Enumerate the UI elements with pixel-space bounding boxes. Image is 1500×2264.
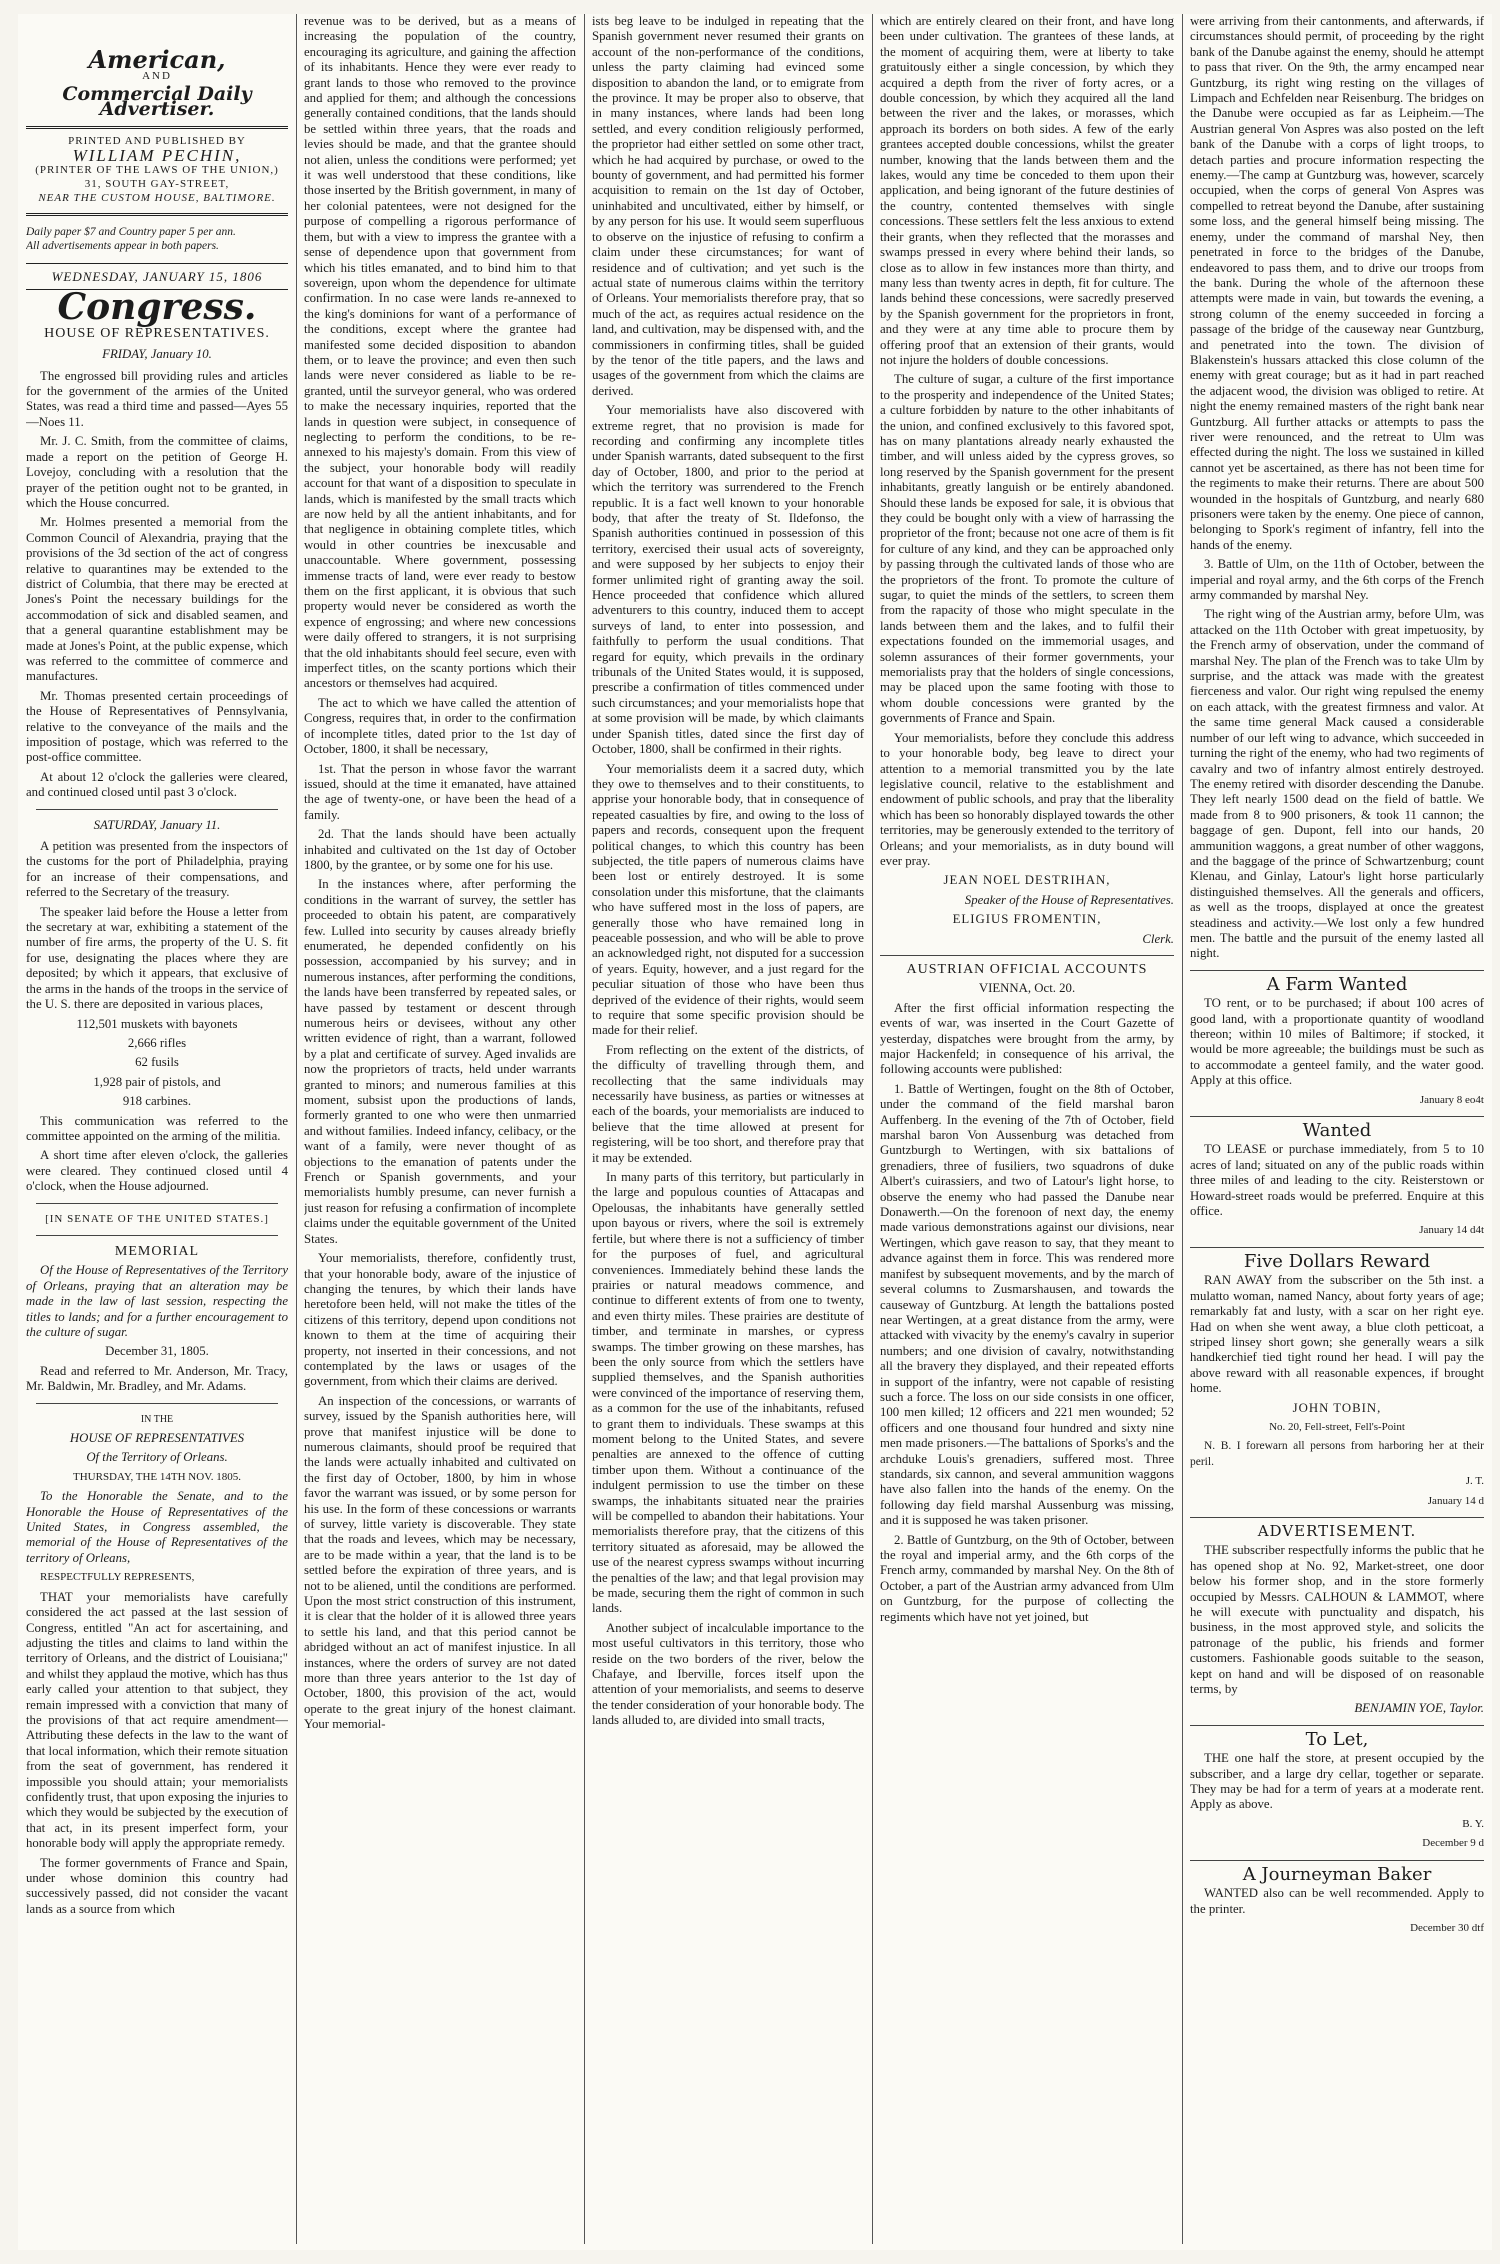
paragraph: The engrossed bill providing rules and articles for the government of the armies of the United States, was read a third time and passed—Ayes 55—Noes 11.: [26, 368, 288, 429]
advertisement-reward: [1190, 1247, 1484, 1509]
printed-by: PRINTED AND PUBLISHED BY: [68, 134, 246, 147]
signature-name: ELIGIUS FROMENTIN,: [952, 912, 1102, 927]
paragraph: THAT your memorialists have carefully considered the act passed at the last session of Congress, entitled "An act for ascertaining, and adjusting the titles and claims to land within the territory of Orleans, and the district of Louisiana;" and whilst they applaud the motive, which has thus early called your attention to that subject, they remain impressed with a conviction that many of the provisions of that act require amendment—Attributing these defects in the law to the want of that local information, which their remote situation from the seat of government, has rendered it impossible you should attain; your memorialists confidently trust, that upon exposing the injuries to which they would be subjected by the execution of that act, in its present imperfect form, your honorable body will apply the appropriate remedy.: [26, 1589, 288, 1851]
publisher-address: 31, SOUTH GAY-STREET,: [84, 178, 230, 191]
dateline: FRIDAY, January 10.: [102, 347, 212, 362]
divider: [36, 809, 278, 810]
paragraph: The former governments of France and Spain, under whose dominion this country had successively passed, did not consider the vacant lands as a source from which: [26, 1855, 288, 1916]
section-subheading: HOUSE OF REPRESENTATIVES.: [44, 325, 270, 341]
printer-note: (PRINTER OF THE LAWS OF THE UNION,): [35, 164, 279, 177]
paragraph: 3. Battle of Ulm, on the 11th of October, between the imperial and royal army, and the 6th corps of the French army commanded by marshal Ney.: [1190, 557, 1484, 603]
ad-signature: JOHN TOBIN,: [1292, 1400, 1382, 1415]
terms-line: Daily paper $7 and Country paper 5 per ann.: [26, 226, 236, 239]
ad-text: WANTED also can be well recommended. Apply to the printer.: [1190, 1886, 1484, 1916]
section-heading-congress: Congress.: [57, 286, 257, 329]
ad-initials: J. T.: [1465, 1475, 1484, 1488]
column-rule: [296, 14, 297, 2244]
paragraph: Your memorialists, before they conclude this address to your honorable body, beg leave to direct your attention to a memorial transmitted you by the late legislative council, relative to the establishment and endowment of public schools, and pray that the liberality which has been so honorably displayed towards the other territories, may be generously extended to the territory of Orleans; and your memorialists, as in duty bound will ever pray.: [880, 730, 1174, 868]
address-to-senate: To the Honorable the Senate, and to the Honorable the House of Representatives of the United States, in Congress assembled, the memorial of the House of Representatives of the territory of Orleans,: [26, 1489, 288, 1565]
paragraph: Your memorialists deem it a sacred duty, which they owe to themselves and to their constituents, to apprise your honorable body, that in consequence of repeated casualties by fire, and owing to the loss of papers and records, consequent upon the frequent political changes, to which this country has been subjected, the title papers of numerous claims have been lost or entirely destroyed. It is some consolation under this misfortune, that the claimants who have suffered most in the loss of papers, are generally those who have remained long in peaceable possession, and who will be able to prove an acknowledged right, not disputed for a succession of years. Equity, however, and a just regard for the peculiar situation of those who have been thus deprived of the evidence of their rights, would seem to require that some specific provision should be made for their relief.: [592, 761, 864, 1038]
signature-title: Speaker of the House of Representatives.: [964, 892, 1174, 907]
advertisement-tailor: [1190, 1517, 1484, 1717]
paragraph: 1. Battle of Wertingen, fought on the 8th of October, under the command of the field marshal baron Auffenberg. In the evening of the 7th of October, field marshal baron Von Aussenburg was detached from Guntzburgh to Wertingen, with six battalions of grenadiers, three of fusiliers, two squadrons of duke Albert's cuirassiers, and two of Latour's light horse, to observe the enemy who had passed the Danube near Donawerth.—On the forenoon of next day, the enemy made various demonstrations against our divisions, near Wertingen, which gave reason to say, that they meant to advance against them in force. This was rendered more manifest by subsequent movements, and by the march of several columns to Zusmarshausen, and towards the causeway of Guntzburg. At length the battalions posted near Wertingen, at a great distance from the army, were attacked with vivacity by the enemy's cavalry in superior numbers; and one division of cavalry, notwithstanding all the bravery they displayed, and their repeated efforts in support of the infantry, were not capable of resisting such a force. The loss on our side consists in one officer, 100 men killed; 12 officers and 221 men wounded; 52 officers and one thousand four hundred and sixty nine men made prisoners.—The battalions of Sporks's and the archduke Louis's grenadiers, suffered most. Three standards, six cannon, and several ammunition waggons have also fallen into the hands of the enemy. On the following day field marshal Aussenburg was missing, and it is supposed he was taken prisoner.: [880, 1081, 1174, 1528]
ad-title: To Let,: [1305, 1728, 1369, 1750]
arms-list-item: 1,928 pair of pistols, and: [93, 1074, 221, 1089]
column-4: [880, 14, 1174, 2234]
paragraph: ists beg leave to be indulged in repeating that the Spanish government never resumed their grants on account of the non-performance of the conditions, unless the party claiming had evinced some disposition to abandon the land, or to emigrate from the province. It may be proper also to observe, that in many instances, where lands had been long settled, and every condition religiously performed, the proprietor had either settled on some other tract, which he had acquired by purchase, or owed to the bounty of government, and had permitted his former acquisition to remain on the 1st day of October, uninhabited and uncultivated, either by himself, or by any person for his use. It would seem superfluous to observe on the injustice of refusing to confirm a claim under these circumstances; for want of residence and of cultivation; and yet such is the actual state of numerous claims within the territory of Orleans. Your memorialists therefore pray, that so much of the act, as requires actual residence on the land, and cultivation, may be dispensed with, and the commissioners in confirming titles, shall be guided by the tenor of the title papers, and the laws and usages of the government from which the claims are derived.: [592, 14, 864, 398]
paragraph: Another subject of incalculable importance to the most useful cultivators in this territory, those who reside on the two borders of the river, below the Chafaye, and Iberville, forces itself upon the attention of your memorialists, and seems to deserve the tender consideration of your honorable body. The lands alluded to, are divided into small tracts,: [592, 1620, 864, 1728]
paragraph: Mr. J. C. Smith, from the committee of claims, made a report on the petition of George H. Lovejoy, concluding with a resolution that the prayer of the petition ought not to be granted, in which the House concurred.: [26, 434, 288, 510]
paragraph: which are entirely cleared on their front, and have long been under cultivation. The grantees of these lands, at the moment of acquiring them, were at liberty to take gratuitously either a single concession, by which they acquired a depth from the river of forty acres, or a double concession, by which they acquired all the land between the river and the lakes, or morasses, which approach its borders on both sides. A few of the early grantees accepted double concessions, whilst the greater number, knowing that the lands between them and the lakes, would any time be conceded to them upon their application, and being ignorant of the future destinies of the country, contented themselves with single concessions. These settlers felt the less anxious to extend their grants, when they reflected that the morasses and swamps pressed in every where behind their lands, so close as to allow in few instances more than thirty, and many less than twenty acres in depth, fit for culture. The lands behind these concessions, were sacredly preserved by the Spanish government for the proprietors in front, and they were at any time able to procure them by offering proof that an extension of their grants, would not injure the holders of double concessions.: [880, 14, 1174, 367]
ad-date: January 14 d4t: [1419, 1224, 1484, 1237]
issue-date: WEDNESDAY, JANUARY 15, 1806: [26, 263, 288, 290]
ad-title: Wanted: [1302, 1120, 1372, 1142]
paragraph: In many parts of this territory, but particularly in the large and populous counties of Attacapas and Opelousas, the inhabitants have generally settled upon bayous or rivers, where the soil is extremely fertile, but where there is not a sufficiency of timber for the purposes of fuel, and agricultural conveniences. Immediately behind these lands the prairies or natural meadows commence, and continue to different extents of from one to twenty, and even thirty miles. These prairies are destitute of timber, and terminate in marshes, or cypress swamps. The timber growing on these marshes, has been the only source from which the settlers have supplied themselves, and the Spanish authorities were convinced of the importance of reserving them, as a common for the use of the inhabitants, refused to grant them to individuals. These swamps at this moment belong to the United States, and severe penalties are annexed to the offence of cutting timber upon them. Without a continuance of the indulgent permission to use the timber on these swamps, the inhabitants situated near the prairies will be compelled to abandon their habitations. Your memorialists therefore pray, that the citizens of this territory situated as aforesaid, may be allowed the use of the nearest cypress swamps without incurring the penalties of the law; and that legal provision may be made, securing them the right of common in such lands.: [592, 1170, 864, 1616]
paragraph: The culture of sugar, a culture of the first importance to the prosperity and independence of the United States; a culture forbidden by nature to the other inhabitants of the union, and confined exclusively to this favored spot, has on many plantations already nearly exhausted the timber, and will unless aided by the cypress groves, so long reserved by the Spanish government for the present inhabitants, greatly languish or be entirely abandoned. Should these lands be exposed for sale, it is obvious that they could be bought only with a view of harrassing the proprietor of the front; because not one acre of them is fit for culture of any kind, and they can be approached only by passing through the cultivated lands of those who are the proprietors of the front. To promote the culture of sugar, to quiet the minds of the settlers, to screen them from the rapacity of those who might speculate in the lands between them and the lakes, and to fulfil their expectations founded on the immemorial usages, and solemn assurances of their former governments, your memorialists pray that the holders of single concessions, may be placed upon the same footing with those to whom double concessions were granted by the governments of France and Spain.: [880, 372, 1174, 726]
column-rule: [584, 14, 585, 2244]
signature-name: JEAN NOEL DESTRIHAN,: [943, 873, 1111, 888]
orleans-house-heading: HOUSE OF REPRESENTATIVES: [69, 1431, 245, 1446]
arms-list-item: 918 carbines.: [122, 1094, 192, 1109]
dateline: VIENNA, Oct. 20.: [978, 981, 1076, 996]
masthead-divider: [26, 213, 288, 216]
masthead-and: AND: [142, 70, 172, 83]
signature-title: Clerk.: [1142, 931, 1174, 946]
paragraph: In the instances where, after performing the conditions in the warrant of survey, the settler has proceeded to obtain his patent, are comparatively few. Lulled into security by causes already briefly enumerated, he depended confidently on his possession, accompanied by his survey; and in numerous instances, after performing the conditions, the lands have been transferred by repeated sales, or have passed by testament or descent through numerous heirs or devisees, without any other written evidence of right, than a warrant, followed by a plat and certificate of survey. Aged invalids are now the proprietors of tracts, held under warrants granted to minors; and numerous families at this moment, subsist upon the productions of lands, formerly granted to one who were then unmarried and without families. Indeed infancy, celibacy, or the want of a family, were never thought of as objections to the emanation of patents under the French or Spanish governments, and your memorialists humbly presume, can never furnish a just reason for refusing a confirmation of incomplete claims under the equitable government of the United States.: [304, 877, 576, 1246]
memorial-heading: MEMORIAL: [114, 1243, 200, 1259]
ad-date: December 9 d: [1422, 1837, 1484, 1850]
paragraph: Mr. Thomas presented certain proceedings of the House of Representatives of Pennsylvania, relative to the conveyance of the mails and the imposition of postage, which was referred to the post-office committee.: [26, 688, 288, 765]
paragraph: A short time after eleven o'clock, the galleries were cleared. They continued closed until 4 o'clock, when the House adjourned.: [26, 1148, 288, 1194]
masthead-title: American,: [88, 45, 226, 74]
paragraph: From reflecting on the extent of the districts, of the difficulty of travelling through them, and recollecting that the same individuals may necessarily have business, as parties or witnesses at each of the boards, your memorialists are induced to believe that the time allowed at present for registering, will be too short, and therefore pray that it may be extended.: [592, 1042, 864, 1165]
ad-text: RAN AWAY from the subscriber on the 5th inst. a mulatto woman, named Nancy, about forty years of age; remarkably fat and lusty, with a scar on her right eye. Had on when she went away, a blue cloth petticoat, a striped linsey short gown; she generally wears a silk handkerchief tied tight round her head. I will pay the above reward with all reasonable expences, if brought home.: [1190, 1273, 1484, 1396]
ad-date: January 8 eo4t: [1419, 1093, 1484, 1106]
arms-list-item: 112,501 muskets with bayonets: [76, 1016, 238, 1031]
column-rule: [1182, 14, 1183, 2244]
paragraph: This communication was referred to the committee appointed on the arming of the militia.: [26, 1113, 288, 1143]
paragraph: 2d. That the lands should have been actually inhabited and cultivated on the 1st day of October 1800, by the grantee, or by some one for his use.: [304, 827, 576, 872]
ad-text: THE subscriber respectfully informs the public that he has opened shop at No. 92, Market-street, one door below his former shop, and in the store formerly occupied by Messrs. CALHOUN & LAMMOT, where he will execute with punctuality and dispatch, his business, in the most approved style, and solicits the patronage of the public, his friends and former customers. Fashionable goods suitable to the season, kept on hand and will be disposed of on reasonable terms, by: [1190, 1543, 1484, 1697]
paragraph: 1st. That the person in whose favor the warrant issued, should at the time it emanated, have attained the age of twenty-one, or have been the head of a family.: [304, 761, 576, 822]
respectfully-represents: RESPECTFULLY REPRESENTS,: [40, 1571, 195, 1584]
ad-note: N. B. I forewarn all persons from harboring her at their peril.: [1190, 1440, 1484, 1468]
paragraph: An inspection of the concessions, or warrants of survey, issued by the Spanish authorities here, will prove that manifest injustice will be done to numerous claimants, should proof be required that the lands were actually inhabited and cultivated on the first day of October, 1800, by him in whose favor the warrant was issued, or by some person for his use. In the form of these concessions or warrants of survey, little variety is discoverable. They state that the roads and levees, which may be necessary, are to be made within a year, that the land is to be settled before the expiration of three years, and is not to be aliened, until the conditions are performed. Upon the most strict construction of this instrument, it is clear that the holder of it is allowed three years to settle his land, and that this period cannot be abridged without an act of manifest injustice. In all instances, where the orders of survey are not dated more than three years anterior to the 1st day of October, 1800, this provision of the act, would operate to the great injury of the honest claimant. Your memorial-: [304, 1393, 576, 1732]
paragraph: After the first official information respecting the events of war, was inserted in the Court Gazette of yesterday, dispatches were brought from the army, by major Hackenfeld; in consequence of his arrival, the following accounts were published:: [880, 1000, 1174, 1077]
masthead-divider: [26, 126, 288, 129]
ad-title: A Farm Wanted: [1266, 973, 1408, 995]
column-1: [26, 14, 288, 2234]
column-3: [592, 14, 864, 2234]
advertisement-wanted: [1190, 1116, 1484, 1239]
paragraph: revenue was to be derived, but as a means of increasing the population of the country, encouraging its agriculture, and gaining the affection of its inhabitants. Hence they were ever ready to grant lands to those who removed to the province and applied for them; and although the concessions generally contained conditions, that the lands should be settled within three years, that the roads and levies should be made, and that the grantee should not alien, unless the conditions were performed; yet it was well understood that these conditions, like those inserted by the British government, in many of her colonial patentees, were not designed for the purpose of compelling a rigorous performance of them, but with a view to impress the grantee with a sense of dependence upon that government from which his titles emanated, and to bind him to that sovereign, upon whom the dependence for ultimate confirmation. In no case were lands re-annexed to the king's dominions for want of a performance of the conditions, except where the grantee had manifested some decided disposition to abandon them, or to leave the province; and even then such lands were never considered as liable to be re-granted, until the surveyor general, who was ordered to make the necessary inquiries, reported that the lands in question were subject, in consequence of neglecting to perform the conditions, to be re-annexed to his majesty's domain. From this view of the subject, your honorable body will readily account for that want of a disposition to speculate in lands, which is manifested by the small tracts which are now held by all the antient inhabitants, and for that negligence in obtaining complete titles, which would in other countries be inexcusable and unaccountable. Where government, possessing immense tracts of land, were ever ready to bestow them on the first applicant, it is obvious that such property would never be considered as worth the expence of engrossing; and where new concessions were daily offered to strangers, it is not surprising that the old inhabitants should feel secure, even with imperfect titles, on the scanty portions which their ancestors or themselves had acquired.: [304, 14, 576, 691]
orleans-date: THURSDAY, THE 14TH NOV. 1805.: [73, 1470, 241, 1483]
ad-date: December 30 dtf: [1410, 1921, 1484, 1934]
orleans-territory: Of the Territory of Orleans.: [86, 1450, 228, 1465]
ad-title: Five Dollars Reward: [1243, 1250, 1431, 1272]
ad-date: January 14 d: [1427, 1494, 1484, 1507]
advertisement-farm: [1190, 970, 1484, 1108]
column-5: [1190, 14, 1484, 2234]
memorial-date: December 31, 1805.: [105, 1344, 209, 1359]
ad-text: TO LEASE or purchase immediately, from 5 to 10 acres of land; situated on any of the public roads within three miles of and leading to the city. Reisterstown or Howard-street roads would be preferred. Enquire at this office.: [1190, 1142, 1484, 1219]
dateline: SATURDAY, January 11.: [93, 817, 221, 832]
paragraph: The speaker laid before the House a letter from the secretary at war, exhibiting a statement of the number of fire arms, the property of the U. S. fit for use, designating the places where they are deposited; by which it appears, that exclusive of the arms in the hands of the troops in the service of the U. S. there are deposited in various places,: [26, 904, 288, 1012]
ad-title: ADVERTISEMENT.: [1257, 1521, 1417, 1540]
masthead-subtitle: Commercial Daily Advertiser.: [62, 82, 252, 121]
subscription-terms: [26, 221, 288, 257]
masthead: [26, 45, 288, 216]
advertisement-to-let: [1190, 1725, 1484, 1852]
memorial-subheading: Of the House of Representatives of the Territory of Orleans, praying that an alteration may be made in the law of last session, respecting the titles to lands; and for a further encouragement to the culture of sugar.: [26, 1263, 288, 1339]
ad-text: THE one half the store, at present occupied by the subscriber, and a large dry cellar, together or separate. They may be had for a term of years at a moderate rent. Apply as above.: [1190, 1751, 1484, 1812]
paragraph: The act to which we have called the attention of Congress, requires that, in order to the confirmation of incomplete titles, dated prior to the 1st day of October, 1800, it shall be necessary,: [304, 695, 576, 757]
column-2: [304, 14, 576, 2234]
address-note: NEAR THE CUSTOM HOUSE, BALTIMORE.: [38, 192, 276, 205]
ad-address: No. 20, Fell-street, Fell's-Point: [1269, 1420, 1405, 1433]
arms-list-item: 2,666 rifles: [127, 1035, 187, 1050]
terms-line: All advertisements appear in both papers.: [26, 240, 219, 253]
divider: [36, 1403, 278, 1404]
paragraph: Your memorialists, therefore, confidently trust, that your honorable body, aware of the injustice of changing the tenures, by which their lands have heretofore been held, will not make the titles of the citizens of this territory, depend upon conditions not known to them at the time of acquiring their property, not inserted in their concessions, and not contemplated by the laws or usages of the government, from which their claims are derived.: [304, 1251, 576, 1389]
ad-initials: B. Y.: [1462, 1817, 1484, 1830]
senate-heading: [IN SENATE OF THE UNITED STATES.]: [45, 1212, 269, 1225]
ad-text: TO rent, or to be purchased; if about 100 acres of good land, with a proportionate quantity of woodland thereon; within 10 miles of Baltimore; if stocked, it would be more agreeable; the buildings must be such as to accommodate a genteel family, and the water good. Apply at this office.: [1190, 996, 1484, 1088]
paragraph: The right wing of the Austrian army, before Ulm, was attacked on the 11th October with great impetuosity, by the French army of observation, under the command of marshal Ney. The plan of the French was to take Ulm by surprise, and the attack was made with the greatest fierceness and valor. Our right wing repulsed the enemy on each attack, with the greatest firmness and valor. At the same time general Mack caused a considerable number of our left wing to advance, which succeeded in turning the right of the enemy, who had two regiments of cavalry and two of infantry almost entirely destroyed. The enemy retired with disorder descending the Danube. They left nearly 1500 dead on the field of battle. We made from 8 to 900 prisoners, & took 11 cannon; the baggage of gen. Dupont, fell into our hands, 20 ammunition waggons, a great number of other waggons, and the baggage of the prince of Schwartzenburg; count Klenau, and Ginlay, Latour's light horse particularly distinguished themselves. All the generals and officers, as well as the troops, displayed at once the greatest steadiness and activity.—We lost only a few hundred men. The battle and the pursuit of the enemy lasted all night.: [1190, 607, 1484, 961]
divider: [36, 1235, 278, 1236]
paragraph: Read and referred to Mr. Anderson, Mr. Tracy, Mr. Baldwin, Mr. Bradley, and Mr. Adams.: [26, 1363, 288, 1394]
column-rule: [872, 14, 873, 2244]
paragraph: were arriving from their cantonments, and afterwards, if circumstances should permit, of proceeding by the right bank of the Danube against the enemy, should he attempt to pass that river. On the 9th, the army encamped near Guntzburg, its right wing resting on the villages of Limpach and Echfelden near Reisenburg. The bridges on the Danube were occupied as far as Leipheim.—The Austrian general Von Aspres was also posted on the left bank of the Danube with a corps of light troops, to detach parties and procure information respecting the enemy.—The camp at Guntzburg was, however, scarcely occupied, when the corps of general Von Aspres was compelled to retreat beyond the Danube, after sustaining some loss, and the general himself being missing. The enemy, under the command of marshal Ney, then penetrated in force to the bridges of the Danube, endeavored to pass them, and to drive our troops from the bank. During the whole of the afternoon these attempts were made in vain, but towards the evening, a strong column of the enemy succeeded in forcing a passage of the bridge of the causeway near Guntzburg, and penetrated into the town. The division of Blakenstein's hussars attacked this close column of the enemy with great courage; but as it had in part reached the adjacent wood, the division was obliged to retire. At night the enemy remained masters of the right bank near Guntzburg. All further attacks or attempts to pass the river were renounced, and the retreat to Ulm was effected during the night. The loss we sustained in killed cannot yet be ascertained, as there has not been time for the regiments to make their returns. There are about 500 wounded in the hospitals of Guntzburg, and nearly 680 prisoners were taken by the enemy. One piece of cannon, belonging to Spork's regiment of infantry, fell into the hands of the enemy.: [1190, 14, 1484, 552]
arms-list-item: 62 fusils: [135, 1055, 179, 1070]
advertisement-baker: [1190, 1860, 1484, 1937]
paragraph: At about 12 o'clock the galleries were cleared, and continued closed until past 3 o'clock.: [26, 769, 288, 800]
section-heading-austrian: AUSTRIAN OFFICIAL ACCOUNTS: [880, 955, 1174, 977]
divider: [36, 1203, 278, 1204]
paragraph: 2. Battle of Guntzburg, on the 9th of October, between the royal and imperial army, and the 6th corps of the French army, commanded by marshal Ney. On the 8th of October, a part of the Austrian army advanced from Ulm on Guntzburg, for the purpose of collecting the regiments which have not yet joined, but: [880, 1532, 1174, 1624]
ad-title: A Journeyman Baker: [1242, 1863, 1432, 1885]
paragraph: A petition was presented from the inspectors of the customs for the port of Philadelphia, praying for an increase of their compensations, and referred to the Secretary of the treasury.: [26, 839, 288, 900]
paragraph: Your memorialists have also discovered with extreme regret, that no provision is made for recording and confirming any incomplete titles under Spanish warrants, dated subsequent to the first day of October, 1800, and prior to the period at which the territory was surrendered to the French republic. It is a fact well known to your honorable body, that after the treaty of St. Ildefonso, the Spanish authorities continued in possession of this territory, exercised their usual acts of sovereignty, and were supposed by her subjects to enjoy their former unlimited right of granting away the soil. Hence proceeded that confidence which allured adventurers to this country, induced them to accept surveys of land, to enter into possession, and faithfully to perform the usual conditions. That regard for equity, which prevails in the ordinary tribunals of the United States would, it is supposed, prescribe a confirmation of titles commenced under such circumstances; and your memorialists hope that at some provision will be made, by which claimants under Spanish titles, dated since the first day of October, 1800, shall be confirmed in their rights.: [592, 403, 864, 757]
publisher-name: WILLIAM PECHIN,: [72, 145, 242, 165]
ad-signature: BENJAMIN YOE, Taylor.: [1354, 1701, 1484, 1716]
paragraph: Mr. Holmes presented a memorial from the Common Council of Alexandria, praying that the provisions of the 3d section of the act of congress relative to quarantines may be extended to the district of Columbia, that there may be erected at Jones's Point the necessary buildings for the accommodation of sick and disabled seamen, and that a general quarantine establishment may be made at Jones's Point, at the public expense, which was referred to the committee of commerce and manufactures.: [26, 515, 288, 684]
in-the: IN THE: [140, 1413, 174, 1425]
newspaper-page: [18, 14, 1492, 2250]
